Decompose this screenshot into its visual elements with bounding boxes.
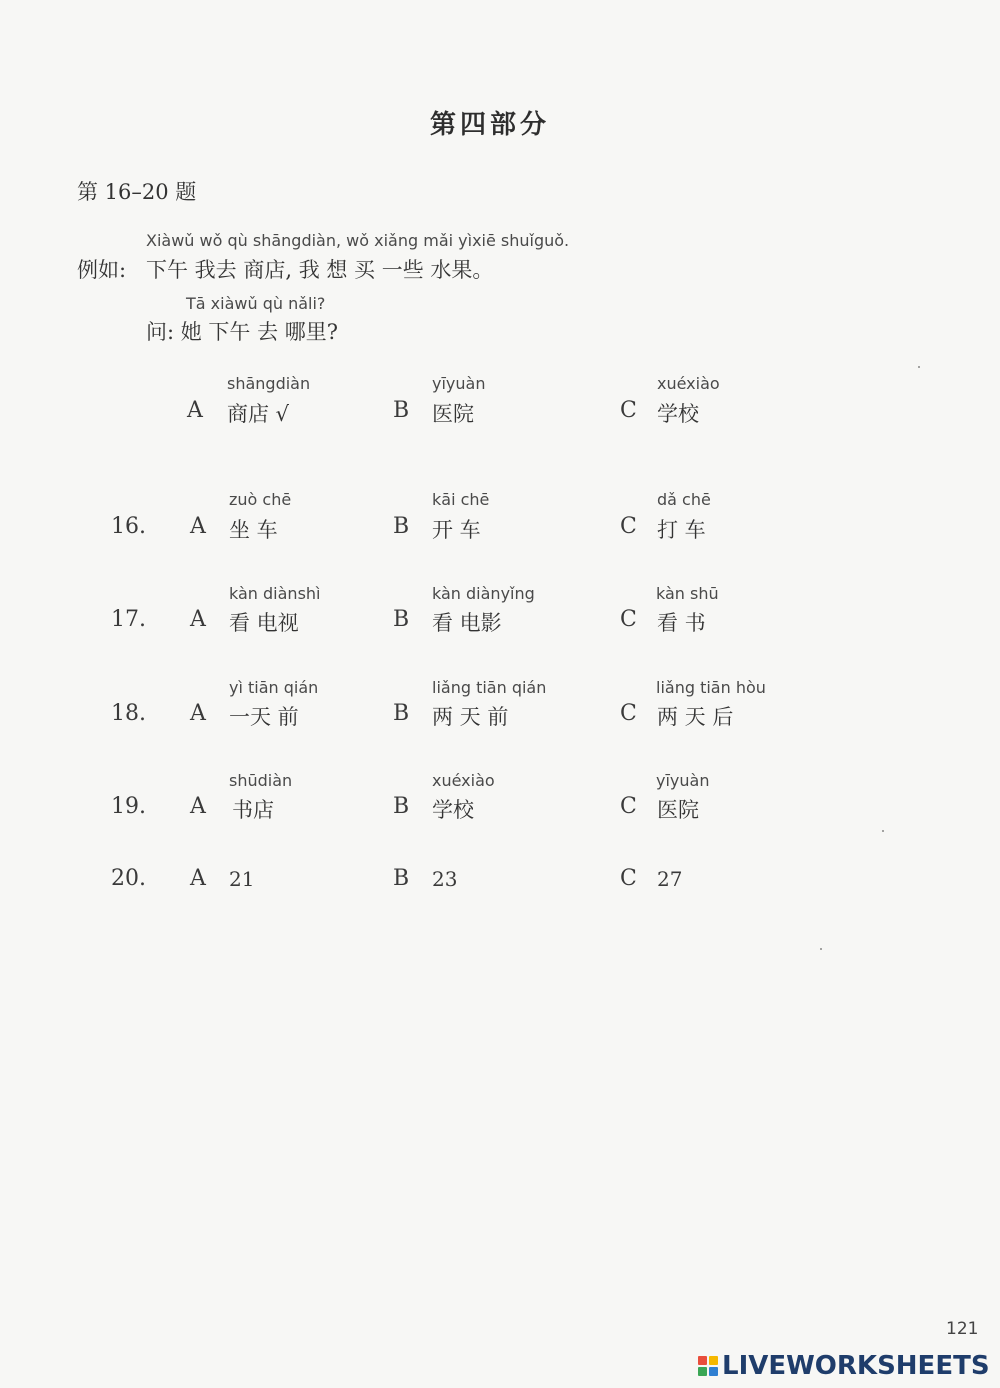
option-a-pinyin: yì tiān qián bbox=[229, 678, 319, 697]
option-a-text[interactable]: 看 电视 bbox=[229, 611, 299, 635]
example-sentence: 下午 我去 商店, 我 想 买 一些 水果。 bbox=[146, 258, 494, 282]
scan-speck bbox=[820, 948, 822, 950]
option-b-letter[interactable]: B bbox=[393, 701, 410, 726]
option-b-letter[interactable]: B bbox=[393, 514, 410, 539]
option-c-text[interactable]: 看 书 bbox=[657, 611, 706, 635]
option-letter: B bbox=[393, 398, 410, 423]
question-number: 20. bbox=[111, 866, 146, 891]
option-c-pinyin: kàn shū bbox=[656, 584, 719, 603]
option-a-text[interactable]: 21 bbox=[229, 867, 255, 891]
liveworksheets-logo[interactable] bbox=[698, 1351, 990, 1381]
example-question-pinyin: Tā xiàwǔ qù nǎli? bbox=[186, 294, 326, 313]
option-c-letter[interactable]: C bbox=[620, 514, 637, 539]
option-b-pinyin: xuéxiào bbox=[432, 771, 495, 790]
page-title: 第四部分 bbox=[430, 110, 551, 140]
option-c-text[interactable]: 打 车 bbox=[657, 518, 706, 542]
option-c-pinyin: yīyuàn bbox=[656, 771, 710, 790]
option-a-pinyin: kàn diànshì bbox=[229, 584, 321, 603]
option-b-pinyin: liǎng tiān qián bbox=[432, 678, 547, 697]
option-pinyin: xuéxiào bbox=[657, 374, 720, 393]
option-b-pinyin: kàn diànyǐng bbox=[432, 584, 535, 603]
option-a-text[interactable]: 书店 bbox=[232, 798, 274, 822]
option-pinyin: yīyuàn bbox=[432, 374, 486, 393]
example-pinyin: Xiàwǔ wǒ qù shāngdiàn, wǒ xiǎng mǎi yìxiē shuǐguǒ. bbox=[146, 231, 570, 250]
option-a-letter[interactable]: A bbox=[190, 866, 206, 891]
scan-speck bbox=[918, 366, 920, 368]
option-b-text[interactable]: 23 bbox=[432, 867, 458, 891]
logo-mark-icon bbox=[698, 1356, 718, 1376]
question-number: 17. bbox=[111, 607, 146, 632]
option-b-pinyin: kāi chē bbox=[432, 490, 490, 509]
option-letter: A bbox=[187, 398, 203, 423]
example-question: 问: 她 下午 去 哪里? bbox=[146, 320, 339, 344]
option-c-pinyin: dǎ chē bbox=[657, 490, 711, 509]
logo-text: LIVEWORKSHEETS bbox=[722, 1351, 990, 1381]
option-a-pinyin: shūdiàn bbox=[229, 771, 293, 790]
option-a-letter[interactable]: A bbox=[190, 514, 206, 539]
option-c-pinyin: liǎng tiān hòu bbox=[656, 678, 766, 697]
option-c-letter[interactable]: C bbox=[620, 794, 637, 819]
option-b-letter[interactable]: B bbox=[393, 866, 410, 891]
scan-speck bbox=[882, 830, 884, 832]
option-letter: C bbox=[620, 398, 637, 423]
option-c-letter[interactable]: C bbox=[620, 607, 637, 632]
option-text: 医院 bbox=[432, 402, 474, 426]
option-b-letter[interactable]: B bbox=[393, 794, 410, 819]
option-a-letter[interactable]: A bbox=[190, 607, 206, 632]
option-c-text[interactable]: 两 天 后 bbox=[657, 705, 734, 729]
option-c-text[interactable]: 27 bbox=[657, 867, 683, 891]
question-number: 19. bbox=[111, 794, 146, 819]
option-c-letter[interactable]: C bbox=[620, 866, 637, 891]
example-label: 例如: bbox=[77, 258, 127, 282]
option-text: 商店 √ bbox=[227, 402, 290, 426]
page-number: 121 bbox=[946, 1319, 979, 1339]
option-a-pinyin: zuò chē bbox=[229, 490, 292, 509]
section-heading: 第 16–20 题 bbox=[77, 180, 197, 204]
option-pinyin: shāngdiàn bbox=[227, 374, 311, 393]
option-b-text[interactable]: 两 天 前 bbox=[432, 705, 509, 729]
option-b-text[interactable]: 看 电影 bbox=[432, 611, 502, 635]
option-b-text[interactable]: 学校 bbox=[432, 798, 474, 822]
option-a-letter[interactable]: A bbox=[190, 794, 206, 819]
option-c-letter[interactable]: C bbox=[620, 701, 637, 726]
option-a-text[interactable]: 坐 车 bbox=[229, 518, 278, 542]
option-a-text[interactable]: 一天 前 bbox=[229, 705, 299, 729]
option-a-letter[interactable]: A bbox=[190, 701, 206, 726]
option-b-letter[interactable]: B bbox=[393, 607, 410, 632]
option-text: 学校 bbox=[657, 402, 699, 426]
option-b-text[interactable]: 开 车 bbox=[432, 518, 481, 542]
option-c-text[interactable]: 医院 bbox=[657, 798, 699, 822]
question-number: 18. bbox=[111, 701, 146, 726]
question-number: 16. bbox=[111, 514, 146, 539]
